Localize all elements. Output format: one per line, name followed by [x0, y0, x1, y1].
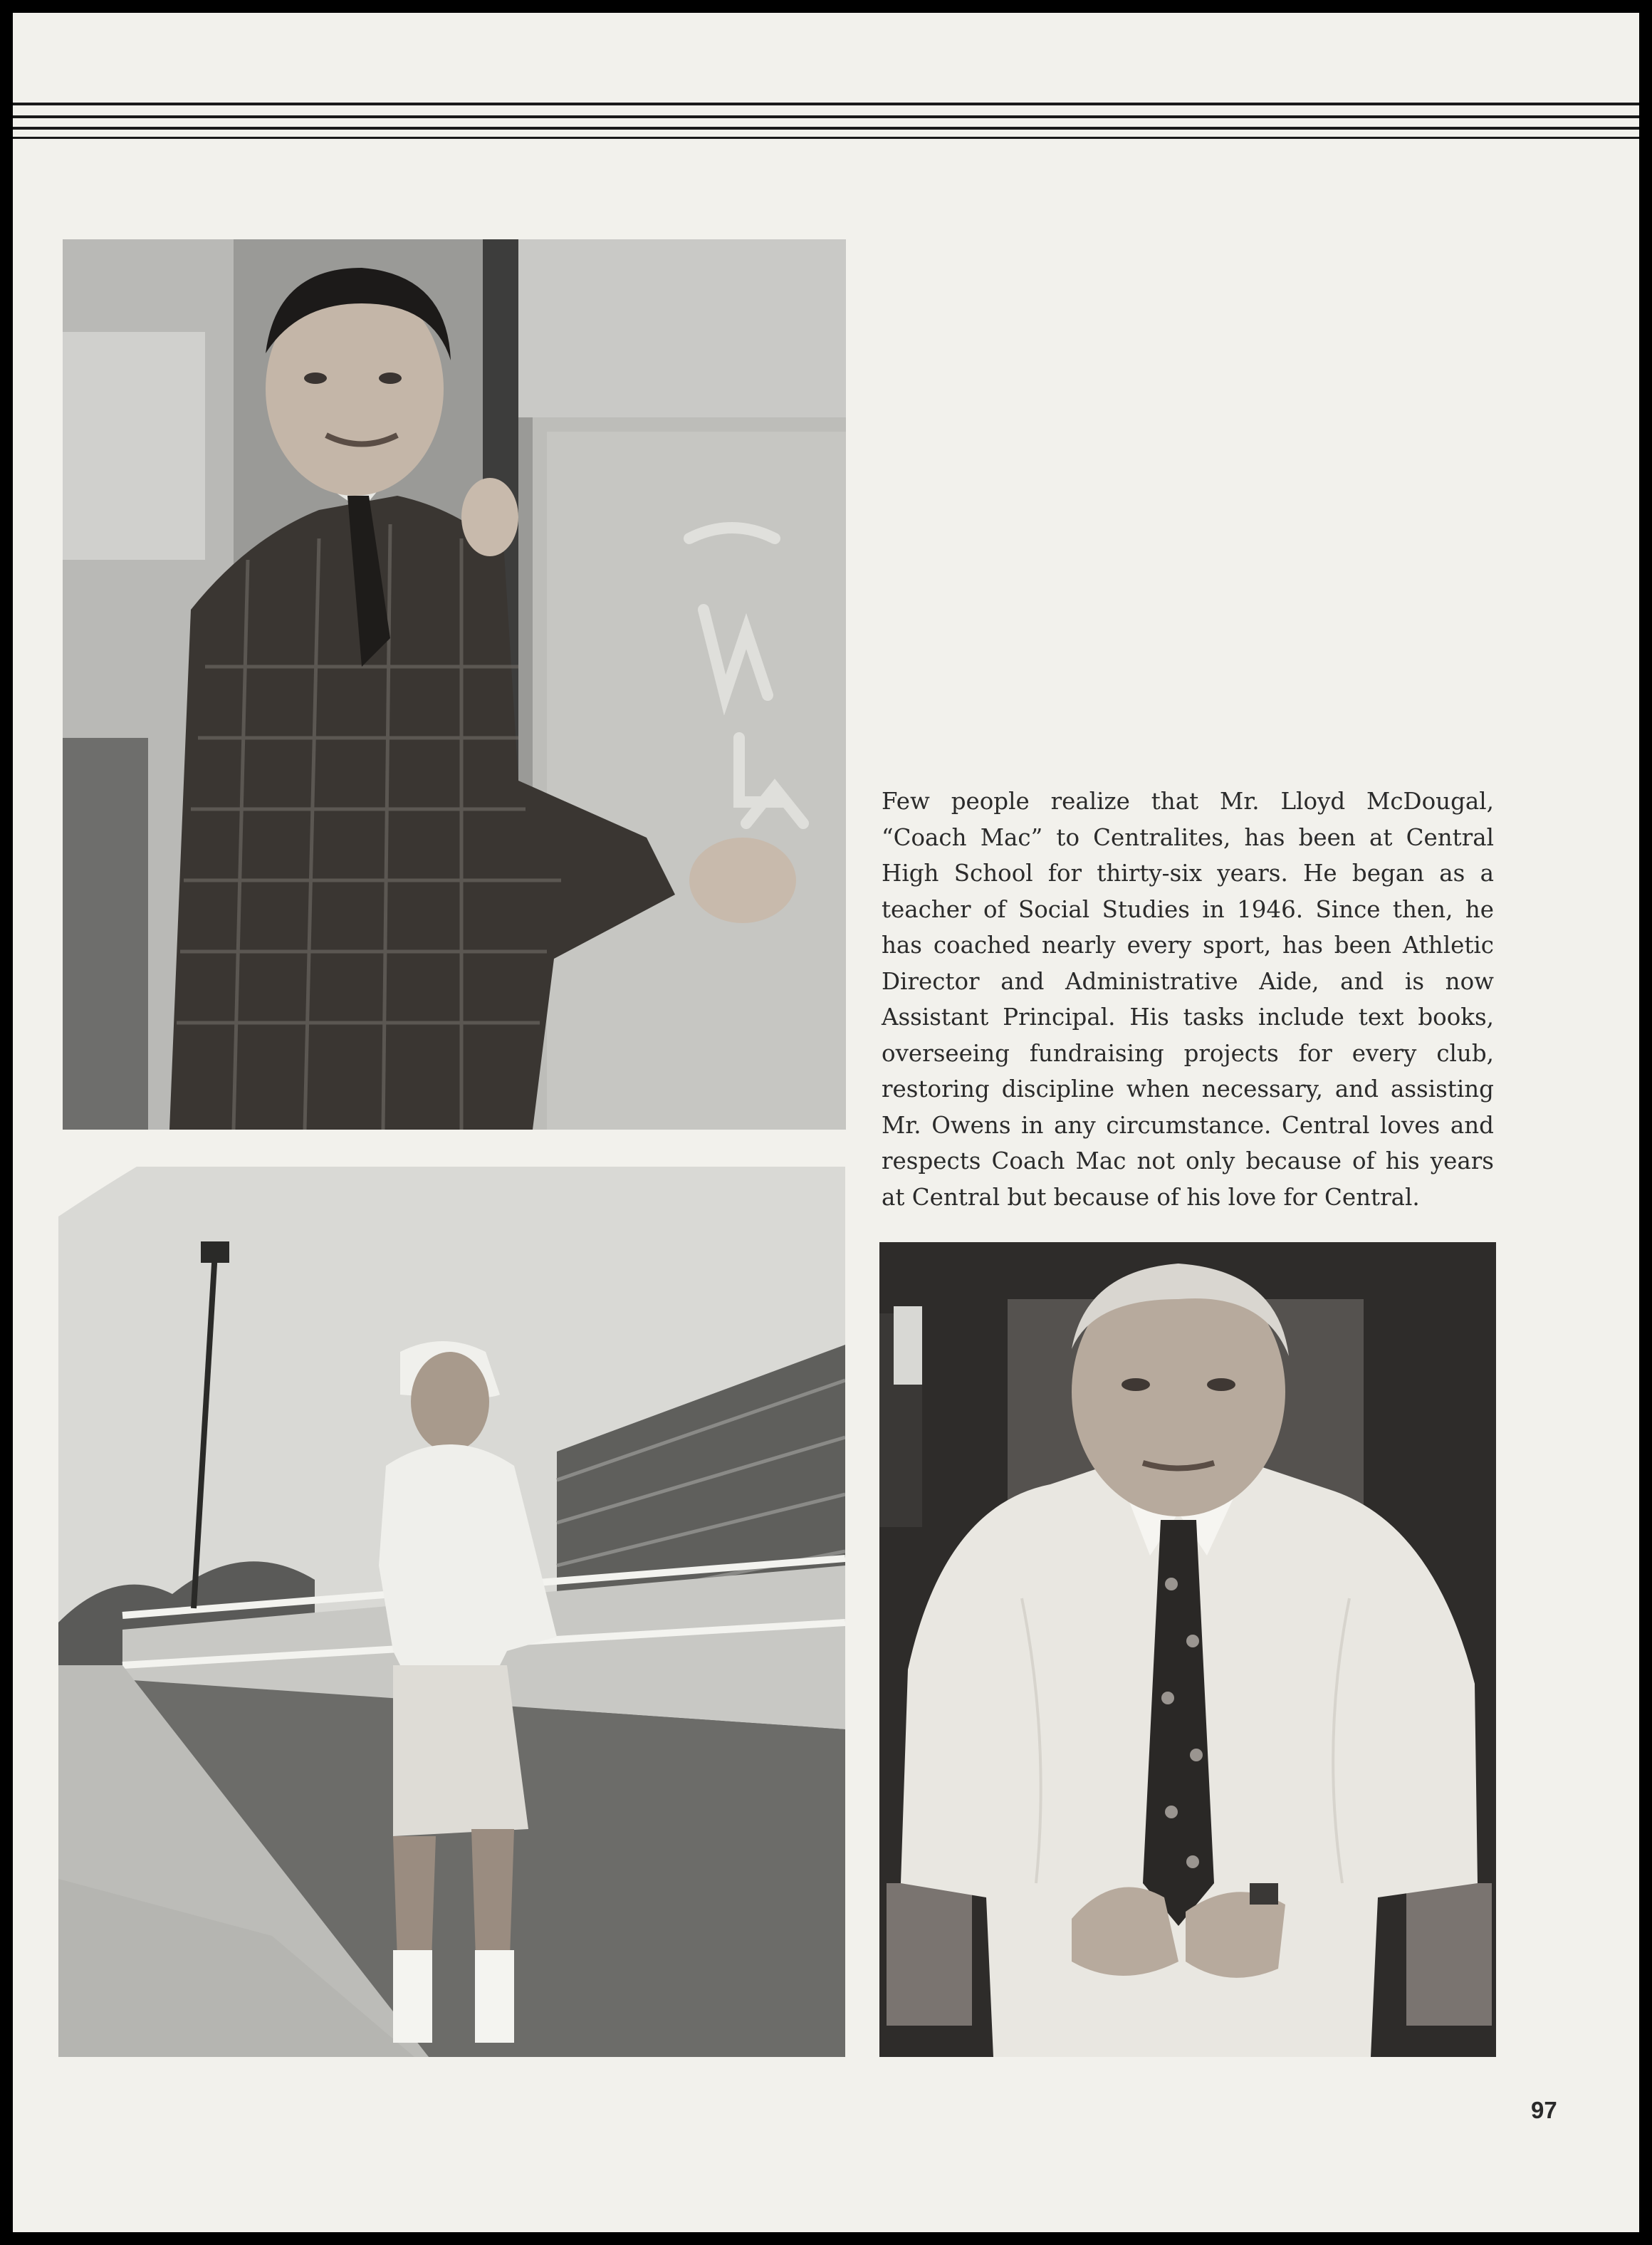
header-rule-2 — [13, 115, 1639, 118]
article-caption: Few people realize that Mr. Lloyd McDougal, “Coach Mac” to Centralites, has been at Central High School for thirty-six years. He began as a teacher of Social Studies in 1946. Since then, he has coached nearly every sport, has been Athletic Director and Administrative Aide, and is now Assistant Principal. His tasks include text books, overseeing fundraising projects for every club, restoring discipline when necessary, and assisting Mr. Owens in any circumstance. Central loves and respects Coach Mac not only because of his years at Central but because of his love for Central. — [882, 788, 1494, 1211]
photo-seated-portrait — [879, 1242, 1496, 2057]
header-rule-4 — [13, 137, 1639, 139]
header-rules — [13, 103, 1639, 152]
header-rule-1 — [13, 103, 1639, 105]
header-rule-3 — [13, 127, 1639, 130]
page-number: 97 — [1531, 2097, 1557, 2123]
photo-stadium — [58, 1167, 845, 2057]
photo-chalkboard — [63, 239, 846, 1130]
yearbook-page — [13, 13, 1639, 2232]
